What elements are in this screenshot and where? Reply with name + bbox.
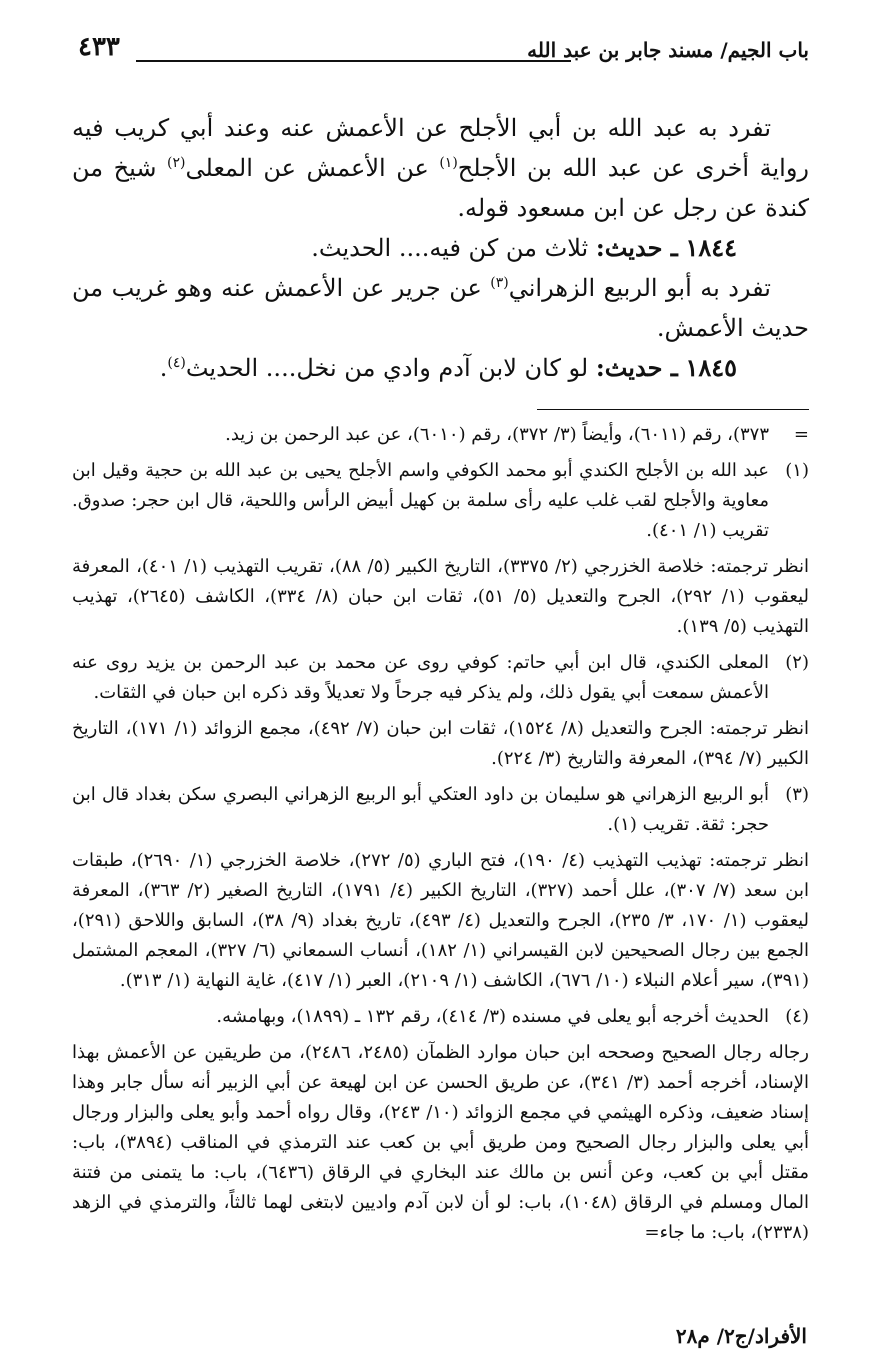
footnote-marker: (٢): [785, 652, 809, 673]
footnote-1: [72, 456, 809, 546]
signature-mark: الأفراد/ج٢/ م٢٨: [675, 1324, 807, 1348]
footnote-ref-1: (١): [439, 155, 458, 171]
footnote-separator: [537, 409, 809, 410]
hadith-1844: [72, 228, 809, 268]
hadith-text: ثلاث من كن فيه.... الحديث.: [311, 234, 596, 262]
main-text: [72, 108, 809, 388]
footnote-ref-4: (٤): [167, 355, 186, 371]
footnote-text: عبد الله بن الأجلح الكندي أبو محمد الكوفي واسم الأجلح يحيى بن عبد الله بن حجية وقيل ابن معاوية والأجلح لقب غلب عليه رأى سلمة بن كهيل أبيض الرأس واللحية، قال ابن حجر: صدوق. تقريب (١/ ٤٠١).: [72, 460, 769, 541]
footnote-3: [72, 780, 809, 840]
footnote-text: المعلى الكندي، قال ابن أبي حاتم: كوفي روى عن محمد بن عبد الرحمن بن يزيد روى عنه الأعمش سمعت أبي يقول ذلك، ولم يذكر فيه جرحاً ولا تعديلاً وقد ذكره ابن حبان في الثقات.: [72, 652, 769, 703]
footnote-ref-3: (٣): [490, 275, 509, 291]
footnote-2-references: انظر ترجمته: الجرح والتعديل (٨/ ١٥٢٤)، ثقات ابن حبان (٧/ ٤٩٢)، مجمع الزوائد (١/ ١٧١)، التاريخ الكبير (٧/ ٣٩٤)، المعرفة والتاريخ (٣/ ٢٢٤).: [72, 718, 810, 769]
footnote-marker: (٤): [785, 1006, 809, 1027]
footnote-text: ٣٧٣)، رقم (٦٠١١)، وأيضاً (٣/ ٣٧٢)، رقم (٦٠١٠)، عن عبد الرحمن بن زيد.: [225, 424, 769, 445]
hadith-1845: ١٨٤٥ ـ حديث: لو كان لابن آدم وادي من نخل.... الحديث$^{(٤)}$.: [159, 353, 737, 382]
hadith-number: ١٨٤٤: [685, 233, 737, 262]
footnote-4: [72, 1002, 809, 1032]
hadith-text: لو كان لابن آدم وادي من نخل.... الحديث: [185, 354, 596, 382]
paragraph-1: تفرد به عبد الله بن أبي الأجلح عن الأعمش عنه وعند أبي كريب فيه رواية أخرى عن عبد الله بن الأجلح$^{(١)}$ عن الأعمش عن المعلى$^{(٢)}$ شيخ من كندة عن رجل عن ابن مسعود قوله.: [72, 114, 809, 222]
footnote-3-references: انظر ترجمته: تهذيب التهذيب (٤/ ١٩٠)، فتح الباري (٥/ ٢٧٢)، خلاصة الخزرجي (١/ ٢٦٩٠)، طبقات ابن سعد (٧/ ٣٠٧)، علل أحمد (٣٢٧)، التاريخ الكبير (٤/ ١٧٩١)، التاريخ الصغير (٢/ ٣٦٣)، المعرفة ليعقوب (١/ ١٧٠، ٣/ ٢٣٥)، الجرح والتعديل (٤/ ٤٩٣)، تاريخ بغداد (٩/ ٣٨)، السابق واللاحق (٢٩١)، الجمع بين رجال الصحيحين لابن القيسراني (١/ ١٨٢)، أنساب السمعاني (٦/ ٣٢٧)، المعجم المشتمل (٣٩١)، سير أعلام النبلاء (١٠/ ٦٧٦)، الكاشف (١/ ٢١٠٩)، العبر (١/ ٤١٧)، غاية النهاية (١/ ٣١٣).: [72, 850, 810, 991]
footnote-text: أبو الربيع الزهراني هو سليمان بن داود العتكي أبو الربيع الزهراني البصري سكن بغداد قال ابن حجر: ثقة. تقريب (١).: [72, 784, 769, 835]
footnotes: [72, 420, 809, 1254]
footnote-continuation: [72, 420, 809, 450]
page-header: [78, 34, 809, 74]
paragraph-2: تفرد به أبو الربيع الزهراني$^{(٣)}$ عن جرير عن الأعمش عنه وهو غريب من حديث الأعمش.: [72, 274, 809, 342]
footnote-4-references: رجاله رجال الصحيح وصححه ابن حبان موارد الظمآن (٢٤٨٥، ٢٤٨٦)، من طريقين عن الأعمش بهذا الإسناد، أخرجه أحمد (٣/ ٣٤١)، عن طريق الحسن عن ابن لهيعة عن أبي الزبير أنه سأل جابر وهذا إسناد ضعيف، وذكره الهيثمي في مجمع الزوائد (١٠/ ٢٤٣)، وقال رواه أحمد وأبو يعلى والبزار ورجال أبي يعلى والبزار رجال الصحيح ومن طريق أبي بن كعب عند الترمذي في المناقب (٣٨٩٤)، باب: مقتل أبي بن كعب، وعن أنس بن مالك عند البخاري في الرقاق (٦٤٣٦)، باب: ما يتمنى من فتنة المال ومسلم في الرقاق (١٠٤٨)، باب: لو أن لابن آدم واديين لابتغى لهما ثالثاً، والترمذي في الزهد (٢٣٣٨)، باب: ما جاء=: [72, 1042, 809, 1243]
header-rule: [136, 60, 571, 62]
footnote-2: [72, 648, 809, 708]
footnote-1-references: انظر ترجمته: خلاصة الخزرجي (٢/ ٣٣٧٥)، التاريخ الكبير (٥/ ٨٨)، تقريب التهذيب (١/ ٤٠١)، المعرفة ليعقوب (١/ ٢٩٢)، الجرح والتعديل (٥/ ٥١)، ثقات ابن حبان (٨/ ٣٣٤)، الكاشف (٢٦٤٥)، تهذيب التهذيب (٥/ ١٣٩).: [72, 556, 809, 637]
hadith-keyword: ـ حديث:: [595, 353, 678, 382]
footnote-text: الحديث أخرجه أبو يعلى في مسنده (٣/ ٤١٤)، رقم ١٣٢ ـ (١٨٩٩)، وبهامشه.: [216, 1006, 769, 1027]
page-number: ٤٣٣: [78, 32, 120, 62]
footnote-marker: (١): [785, 460, 809, 481]
footnote-marker: (٣): [785, 784, 809, 805]
chapter-title: باب الجيم/ مسند جابر بن عبد الله: [527, 38, 809, 62]
footnote-ref-2: (٢): [167, 155, 186, 171]
hadith-keyword: ـ حديث:: [595, 233, 678, 262]
footnote-marker: =: [793, 424, 809, 445]
hadith-number: ١٨٤٥: [685, 353, 737, 382]
